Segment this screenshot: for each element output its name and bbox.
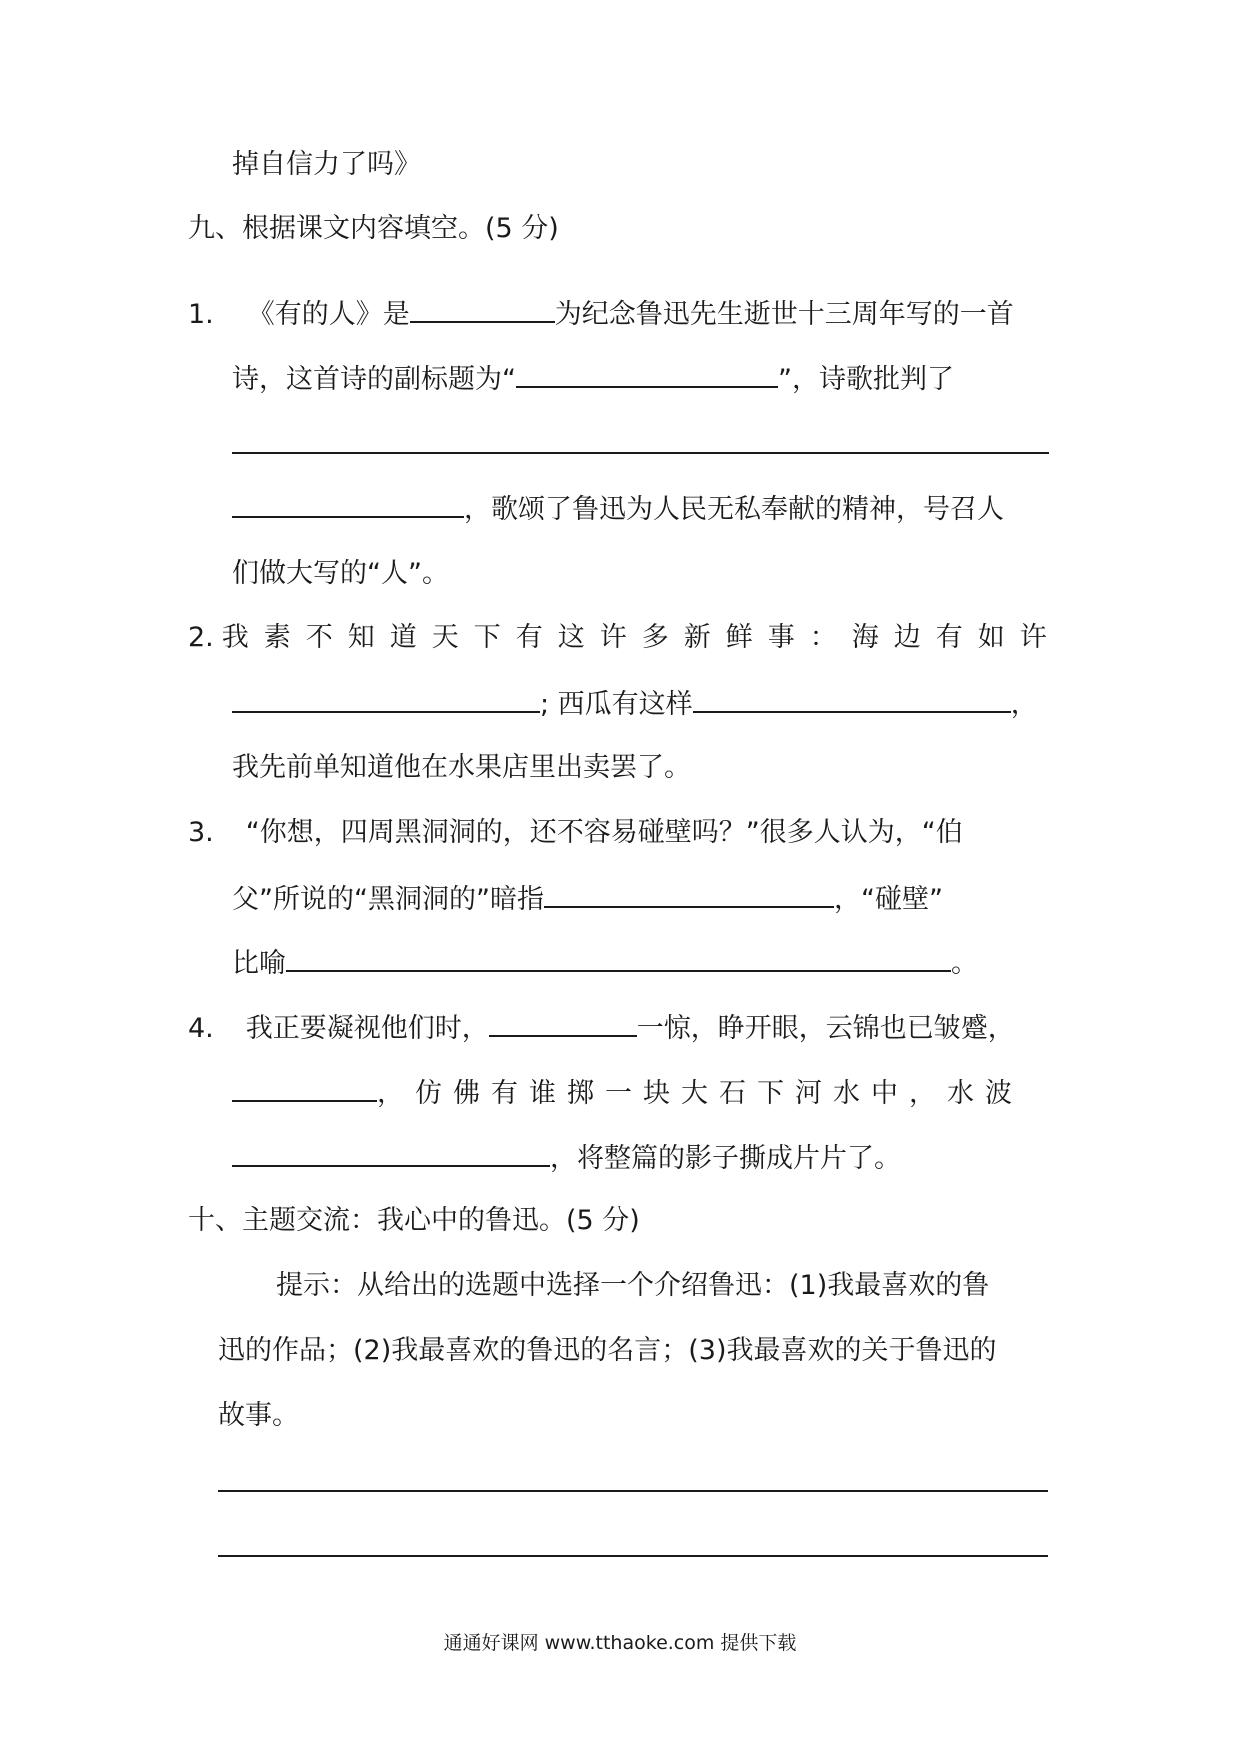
q1-blank-4[interactable] (232, 488, 464, 518)
q1-line-5: 们做大写的“人”。 (232, 558, 449, 589)
q1-text-2: 为纪念鲁迅先生逝世十三周年写的一首 (554, 299, 1014, 330)
q2-blank-2[interactable] (693, 683, 1011, 713)
q3-line-3 (232, 942, 1052, 984)
q1-blank-1[interactable] (410, 293, 555, 323)
section-10-hint-line-1: 提示：从给出的选题中选择一个介绍鲁迅：(1)我最喜欢的鲁 (276, 1270, 990, 1301)
q4-number: 4. (188, 1013, 214, 1044)
q3-line-1 (188, 813, 1052, 853)
q3-text-1: “你想，四周黑洞洞的，还不容易碰壁吗？”很多人认为，“伯 (245, 817, 963, 848)
q2-line-2 (232, 683, 1052, 725)
q2-text-3: ， (1010, 689, 1038, 720)
q4-text-4: ，将整篇的影子撕成片片了。 (550, 1143, 901, 1174)
q1-text-4: ”，诗歌批判了 (778, 364, 954, 395)
q2-text-2: ; 西瓜有这样 (540, 689, 693, 720)
q1-text-3: 诗，这首诗的副标题为“ (232, 364, 516, 395)
q2-number: 2. (188, 622, 214, 653)
q1-number: 1. (188, 299, 214, 330)
q4-line-1 (188, 1007, 1052, 1049)
q4-line-3 (232, 1137, 1052, 1179)
q3-text-5: 。 (951, 948, 978, 979)
q4-blank-2[interactable] (232, 1072, 377, 1102)
q3-blank-2[interactable] (286, 942, 951, 972)
q2-line-3: 我先前单知道他在水果店里出卖罢了。 (232, 752, 691, 783)
answer-line-2[interactable] (218, 1555, 1048, 1557)
q1-blank-2[interactable] (516, 358, 778, 388)
q1-text-5: ，歌颂了鲁迅为人民无私奉献的精神，号召人 (464, 494, 1004, 525)
q1-line-2 (232, 358, 1052, 400)
q4-blank-1[interactable] (489, 1007, 637, 1037)
section-9-heading: 九、根据课文内容填空。(5 分) (188, 213, 559, 244)
q2-line-1 (188, 618, 1062, 658)
q4-text-3: ，仿佛有谁掷一块大石下河水中，水波 (377, 1078, 1023, 1109)
q1-text-1: 《有的人》是 (247, 299, 410, 330)
q1-line-4 (232, 488, 1052, 530)
section-10-heading: 十、主题交流：我心中的鲁迅。(5 分) (188, 1205, 640, 1236)
q3-text-4: 比喻 (232, 948, 286, 979)
q2-text-1: 我素不知道天下有这许多新鲜事：海边有如许 (221, 622, 1062, 653)
q2-blank-1[interactable] (232, 683, 540, 713)
answer-line-1[interactable] (218, 1490, 1048, 1492)
q4-line-2 (232, 1072, 1052, 1114)
q3-blank-1[interactable] (544, 878, 834, 908)
section-10-hint-line-3: 故事。 (218, 1400, 299, 1431)
q4-text-2: 一惊，睁开眼，云锦也已皱蹙， (636, 1013, 1015, 1044)
q1-blank-3[interactable] (232, 452, 1049, 454)
section-10-hint-line-2: 迅的作品；(2)我最喜欢的鲁迅的名言；(3)我最喜欢的关于鲁迅的 (218, 1335, 997, 1366)
q4-text-1: 我正要凝视他们时， (245, 1013, 489, 1044)
q3-text-2: 父”所说的“黑洞洞的”暗指 (232, 884, 544, 915)
q3-line-2 (232, 878, 1052, 920)
q3-number: 3. (188, 817, 214, 848)
q3-text-3: ，“碰壁” (833, 884, 943, 915)
previous-section-tail: 掉自信力了吗》 (232, 149, 421, 180)
q4-blank-3[interactable] (232, 1137, 550, 1167)
footer-source: 通通好课网 www.tthaoke.com 提供下载 (443, 1632, 797, 1654)
q1-line-1 (188, 293, 1053, 335)
